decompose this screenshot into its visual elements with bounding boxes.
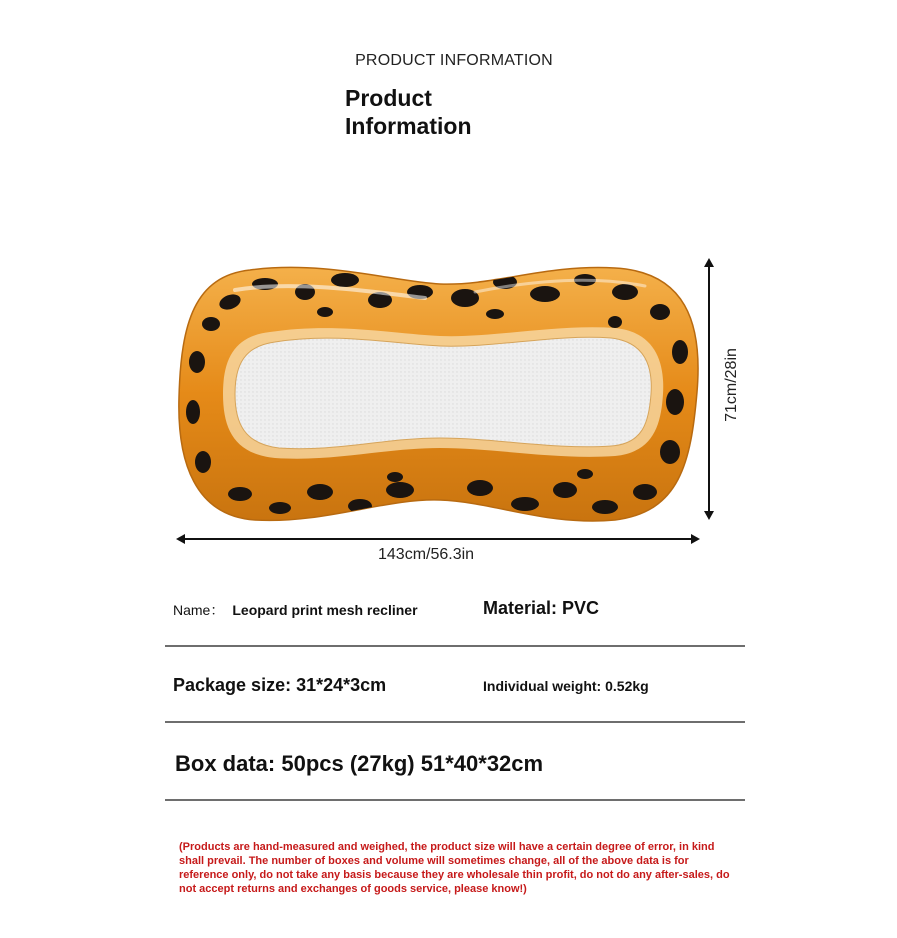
leopard-float-image [175, 262, 705, 527]
height-dimension-arrow [708, 260, 710, 518]
package-size: Package size: 31*24*3cm [173, 675, 387, 695]
disclaimer-text: (Products are hand-measured and weighed, the product size will have a certain degree of error, in kind shall prevail. The number of boxes and volume will sometimes change, all of the above data is for reference only, do not take any basis because they are wholesale thin profit, do not do any after-sales, do not accept returns and exchanges of goods service, please know!) [179, 841, 730, 895]
width-dimension-arrow [178, 538, 698, 540]
material: Material: PVC [483, 598, 600, 618]
height-dimension-label: 71cm/28in [723, 348, 740, 422]
divider [165, 721, 745, 723]
page-title [345, 84, 472, 140]
divider [165, 645, 745, 647]
individual-weight: Individual weight: 0.52kg [483, 678, 649, 694]
section-label: PRODUCT INFORMATION [355, 52, 553, 69]
page-title-line-1: Product [345, 85, 432, 111]
product-name-value: Leopard print mesh recliner [232, 602, 418, 618]
box-data: Box data: 50pcs (27kg) 51*40*32cm [175, 751, 544, 776]
width-dimension-label: 143cm/56.3in [378, 546, 475, 563]
product-name-label: Name： [173, 602, 225, 618]
divider [165, 799, 745, 801]
product-name [173, 600, 418, 620]
page-title-line-2: Information [345, 113, 472, 139]
